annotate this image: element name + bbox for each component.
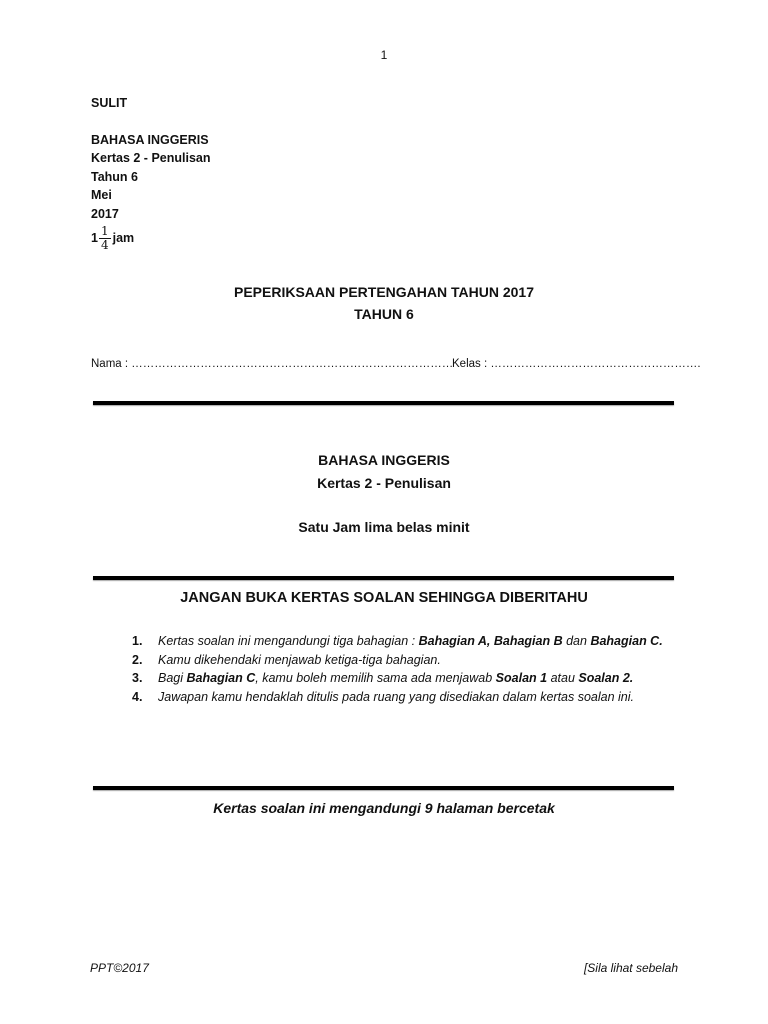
footer-copyright: PPT©2017	[90, 961, 149, 975]
subject-title: BAHASA INGGERIS	[318, 452, 450, 468]
page-count-note: Kertas soalan ini mengandungi 9 halaman bercetak	[213, 800, 555, 816]
instruction-number: 1.	[132, 634, 143, 648]
instruction-item	[132, 688, 677, 707]
instruction-number: 3.	[132, 671, 143, 686]
instruction-list	[132, 632, 677, 706]
fraction-denominator: 4	[100, 238, 109, 252]
subject-label: BAHASA INGGERIS	[91, 132, 209, 147]
instruction-number: 2.	[132, 652, 143, 667]
instruction-text: , kamu boleh memilih sama ada menjawab	[255, 671, 496, 686]
instruction-text: atau	[547, 671, 579, 686]
divider-rule	[93, 401, 674, 405]
instruction-text: Jawapan kamu hendaklah ditulis pada ruang yang disediakan dalam kertas soalan ini.	[158, 689, 635, 704]
name-field[interactable]: Nama : …………………………………………………………………………	[91, 358, 454, 370]
instruction-item	[132, 651, 677, 670]
paper-label: Kertas 2 - Penulisan	[91, 151, 211, 165]
year-label: 2017	[91, 206, 119, 221]
instruction-text: Bagi	[158, 671, 187, 686]
instruction-emphasis: Soalan 1	[495, 671, 548, 686]
fraction-numerator: 1	[100, 224, 109, 238]
warning-heading: JANGAN BUKA KERTAS SOALAN SEHINGGA DIBERITAHU	[180, 590, 588, 606]
class-field[interactable]: Kelas : ……………………………………………….	[452, 358, 701, 370]
instruction-text: Kertas soalan ini mengandungi tiga bahagian :	[158, 634, 419, 648]
page-number: 1	[380, 48, 388, 62]
instruction-number: 4.	[132, 689, 143, 704]
time-allowed: Satu Jam lima belas minit	[298, 519, 470, 535]
exam-title	[0, 281, 768, 325]
exam-title-line1: PEPERIKSAAN PERTENGAHAN TAHUN 2017	[233, 284, 534, 300]
year-level-label: Tahun 6	[91, 169, 138, 184]
instruction-emphasis: Bahagian C	[186, 671, 256, 686]
instruction-item	[132, 669, 677, 688]
month-label: Mei	[91, 188, 112, 202]
duration-unit: jam	[112, 230, 135, 245]
instruction-text: dan	[562, 634, 591, 648]
instruction-item	[132, 632, 677, 651]
paper-title: Kertas 2 - Penulisan	[317, 475, 451, 491]
divider-rule	[93, 576, 674, 580]
duration	[91, 225, 211, 252]
subject-block	[0, 449, 768, 539]
footer-turn-page: [Sila lihat sebelah	[583, 961, 678, 975]
instruction-text: Kamu dikehendaki menjawab ketiga-tiga bahagian.	[158, 652, 441, 667]
duration-whole: 1	[91, 230, 98, 245]
instruction-emphasis: Bahagian A, Bahagian B	[418, 634, 563, 648]
instruction-emphasis: Soalan 2.	[578, 671, 634, 686]
paper-header	[91, 94, 211, 252]
duration-fraction	[99, 225, 111, 252]
instruction-emphasis: Bahagian C.	[590, 634, 663, 648]
divider-rule	[93, 786, 674, 790]
classification-label: SULIT	[91, 96, 128, 110]
exam-title-line2: TAHUN 6	[354, 306, 414, 322]
spacer	[91, 113, 211, 131]
